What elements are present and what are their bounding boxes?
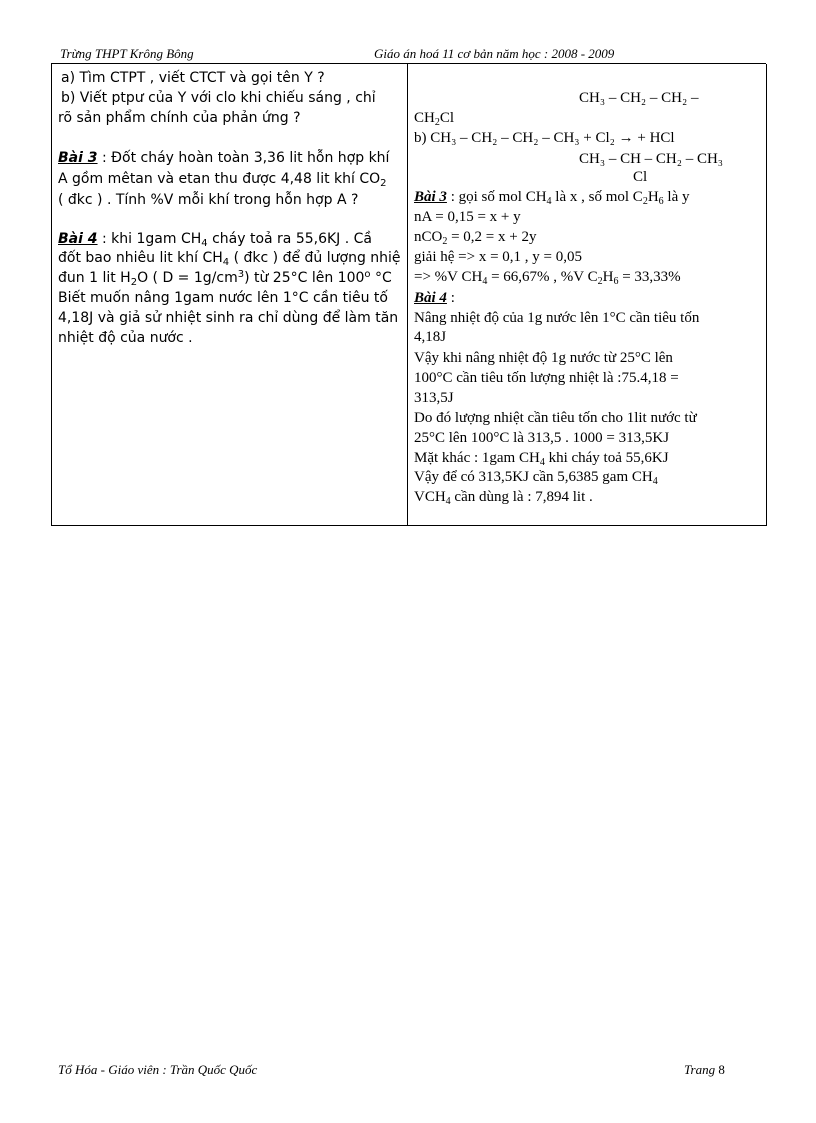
- right-reaction: b) CH₃ – CH₂ – CH₂ – CH₃ + Cl₂ → + HCl: [414, 130, 675, 146]
- right-bai4-line7: 25°C lên 100°C là 313,5 . 1000 = 313,5KJ: [414, 430, 670, 446]
- right-bai4-line2: 4,18J: [414, 329, 447, 345]
- left-bai4-line4: Biết muốn nâng 1gam nước lên 1°C cần tiêu tố: [58, 290, 388, 306]
- right-bai3-label: Bài 3: [414, 189, 447, 205]
- left-column: [52, 64, 407, 524]
- footer-page-label: Trang: [684, 1062, 716, 1077]
- left-bai3-line1: Bài 3 : Đốt cháy hoàn toàn 3,36 lit hỗn hợp khí: [58, 150, 390, 166]
- right-bai4-heading: Bài 4 :: [414, 290, 455, 306]
- question-b-line2: rõ sản phẩm chính của phản ứng ?: [58, 110, 301, 126]
- right-bai4-line3: Vậy khi nâng nhiệt độ 1g nước từ 25°C lên: [414, 350, 673, 366]
- header-course: Giáo án hoá 11 cơ bản năm học : 2008 - 2009: [374, 46, 615, 61]
- right-column: [408, 64, 765, 524]
- left-bai4-line3: đun 1 lit $H_2O$ ( $D = 1g/cm^3$) từ 25°C lên 100$^o$ °C: [58, 269, 392, 288]
- right-bai4-line5: 313,5J: [414, 390, 454, 406]
- page-number: 8: [718, 1062, 725, 1077]
- footer-page: [684, 1062, 725, 1078]
- right-bai4-line6: Do đó lượng nhiệt cần tiêu tốn cho 1lit nước từ: [414, 410, 697, 426]
- right-product-line1: CH₃ – CH – CH₂ – CH₃: [579, 151, 724, 167]
- right-formula-line1: CH₃ – CH₂ – CH₂ –: [579, 90, 699, 106]
- header-school: Trừng THPT Krông Bông: [60, 46, 194, 61]
- footer-teacher: Tổ Hóa - Giáo viên : Trần Quốc Quốc: [58, 1062, 258, 1077]
- question-b-line1: b) Viết ptpư của Y với clo khi chiếu sáng , chỉ: [61, 90, 376, 106]
- left-bai4-line1: Bài 4 : khi 1gam $CH_4$ cháy toả ra 55,6KJ . Cầ: [58, 231, 373, 249]
- left-bai4-label: Bài 4: [58, 231, 98, 247]
- left-bai4-line5: 4,18J và giả sử nhiệt sinh ra chỉ dùng để làm tăn: [58, 310, 399, 326]
- left-bai3-label: Bài 3: [58, 150, 98, 166]
- left-bai4-line2: đốt bao nhiêu lit khí $CH_4$ ( đkc ) để đủ lượng nhiệ: [58, 250, 401, 268]
- right-product-cl: Cl: [633, 169, 648, 185]
- right-bai4-line9: Vậy để có 313,5KJ cần 5,6385 gam $CH_4$: [414, 469, 658, 487]
- right-bai3-line2: nA = 0,15 = x + y: [414, 209, 521, 225]
- right-bai3-line3: nCO$_2$ = 0,2 = x + 2y: [414, 229, 537, 247]
- left-bai3-line2: A gồm mêtan và etan thu được 4,48 lit khí $CO_2$: [58, 171, 387, 189]
- right-bai4-line1: Nâng nhiệt độ của 1g nước lên 1°C cần tiêu tốn: [414, 310, 700, 326]
- right-bai4-label: Bài 4: [414, 290, 447, 306]
- right-bai4-line4: 100°C cần tiêu tốn lượng nhiệt là :75.4,18 =: [414, 370, 679, 386]
- right-bai3-line5: => %V $CH_4 = 66,67\%$ , %V $C_2H_6 = 33,33\%$: [414, 269, 681, 287]
- left-bai4-line6: nhiệt độ của nước .: [58, 330, 193, 346]
- right-bai3-line4: giải hệ => x = 0,1 , y = 0,05: [414, 249, 582, 265]
- right-bai4-line8: Mặt khác : 1gam $CH_4$ khi cháy toả 55,6KJ: [414, 450, 669, 468]
- right-formula-line2: $CH_2Cl$: [414, 110, 455, 128]
- question-a: a) Tìm CTPT , viết CTCT và gọi tên Y ?: [61, 70, 325, 86]
- right-bai4-line10: $VCH_4$ cần dùng là : 7,894 lit .: [414, 489, 593, 507]
- left-bai3-line3: ( đkc ) . Tính %V mỗi khí trong hỗn hợp A ?: [58, 192, 359, 208]
- right-bai3-line1: Bài 3 : gọi số mol $CH_4$ là x , số mol $C_2H_6$ là y: [414, 189, 690, 207]
